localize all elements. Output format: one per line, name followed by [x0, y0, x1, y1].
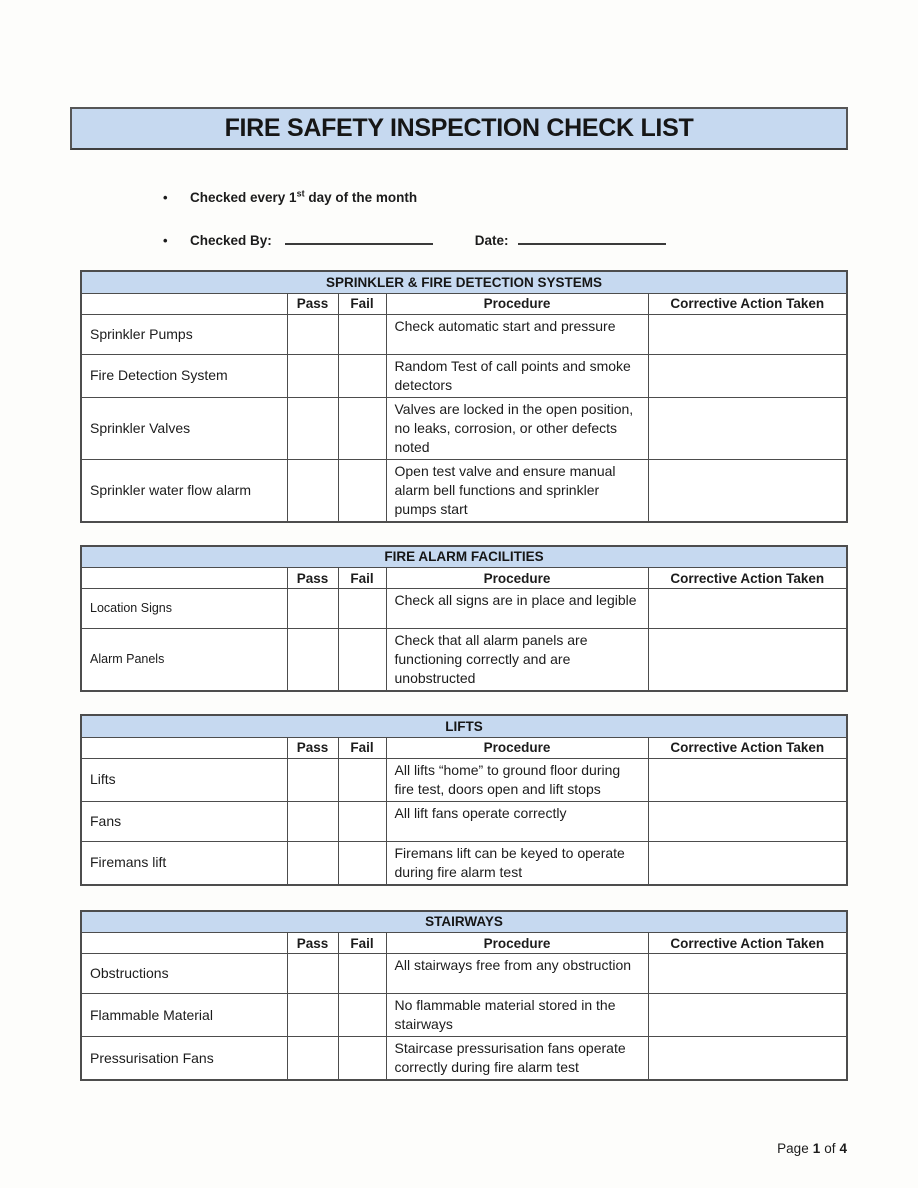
procedure-cell: [386, 994, 648, 1037]
checked-by-field[interactable]: [285, 231, 433, 245]
page-footer: [777, 1141, 847, 1156]
table-row: [81, 954, 847, 994]
instructions: [163, 190, 918, 251]
col-header-fail: Fail: [338, 737, 386, 758]
table-row: [81, 459, 847, 522]
item-label: Pressurisation Fans: [90, 1049, 214, 1066]
col-header-pass: Pass: [287, 933, 338, 954]
col-header-item: [81, 933, 287, 954]
col-header-procedure: Procedure: [386, 737, 648, 758]
item-cell: [81, 758, 287, 801]
procedure-text: Random Test of call points and smoke detectors: [394, 357, 631, 393]
fail-cell[interactable]: [338, 1037, 386, 1081]
date-label: Date:: [474, 233, 509, 248]
fail-cell[interactable]: [338, 801, 386, 841]
section-header-row: [81, 911, 847, 933]
pass-cell[interactable]: [287, 629, 338, 692]
corrective-cell[interactable]: [648, 994, 847, 1037]
checklist-table: [80, 545, 848, 693]
item-label: Lifts: [90, 771, 116, 787]
table-body: [81, 954, 847, 1081]
bullet-icon: •: [163, 233, 168, 248]
item-label: Location Signs: [90, 601, 173, 615]
procedure-cell: [386, 397, 648, 459]
procedure-cell: [386, 459, 648, 522]
table-body: [81, 314, 847, 522]
title-banner: [70, 107, 848, 150]
item-label: Sprinkler water flow alarm: [90, 481, 252, 498]
procedure-text: Check that all alarm panels are functioning correctly and are unobstructed: [394, 632, 588, 686]
col-header-item: [81, 568, 287, 589]
section-header-row: [81, 271, 847, 293]
fail-cell[interactable]: [338, 758, 386, 801]
procedure-text: Check all signs are in place and legible: [394, 592, 637, 608]
item-cell: [81, 589, 287, 629]
fail-cell[interactable]: [338, 354, 386, 397]
col-header-fail: Fail: [338, 293, 386, 314]
section-header-row: [81, 715, 847, 737]
procedure-text: Staircase pressurisation fans operate correctly during fire alarm test: [394, 1040, 626, 1075]
item-label: Obstructions: [90, 965, 169, 981]
procedure-text: Open test valve and ensure manual alarm bell functions and sprinkler pumps start: [394, 462, 616, 517]
col-header-item: [81, 293, 287, 314]
procedure-text: All lifts “home” to ground floor during fire test, doors open and lift stops: [394, 761, 621, 797]
item-cell: [81, 629, 287, 692]
checklist-tables: [0, 270, 918, 1081]
procedure-cell: [386, 1037, 648, 1081]
item-cell: [81, 841, 287, 885]
item-label: Flammable Material: [90, 1006, 213, 1023]
ordinal-suffix: st: [296, 188, 305, 199]
procedure-cell: [386, 954, 648, 994]
col-header-corrective: Corrective Action Taken: [648, 568, 847, 589]
column-header-row: [81, 293, 847, 314]
pass-cell[interactable]: [287, 397, 338, 459]
item-cell: [81, 994, 287, 1037]
pass-cell[interactable]: [287, 354, 338, 397]
table-row: [81, 758, 847, 801]
corrective-cell[interactable]: [648, 1037, 847, 1081]
table-row: [81, 994, 847, 1037]
fail-cell[interactable]: [338, 841, 386, 885]
procedure-cell: [386, 758, 648, 801]
frequency-bullet: [163, 190, 918, 210]
signature-bullet: [163, 231, 918, 251]
col-header-corrective: Corrective Action Taken: [648, 293, 847, 314]
item-label: Sprinkler Pumps: [90, 325, 193, 342]
column-header-row: [81, 568, 847, 589]
pass-cell[interactable]: [287, 758, 338, 801]
fail-cell[interactable]: [338, 314, 386, 354]
corrective-cell[interactable]: [648, 954, 847, 994]
frequency-text: Checked every 1st day of the month: [190, 188, 418, 205]
pass-cell[interactable]: [287, 1037, 338, 1081]
procedure-cell: [386, 314, 648, 354]
table-row: [81, 354, 847, 397]
col-header-fail: Fail: [338, 568, 386, 589]
pass-cell[interactable]: [287, 589, 338, 629]
item-cell: [81, 954, 287, 994]
footer-of-label: of: [824, 1141, 836, 1156]
procedure-text: Check automatic start and pressure: [394, 317, 616, 334]
procedure-cell: [386, 801, 648, 841]
pass-cell[interactable]: [287, 801, 338, 841]
fail-cell[interactable]: [338, 994, 386, 1037]
checklist-table: [80, 910, 848, 1082]
footer-page-number: 1: [812, 1141, 821, 1156]
procedure-text: Valves are locked in the open position, no leaks, corrosion, or other defects noted: [394, 400, 634, 455]
section-title: FIRE ALARM FACILITIES: [81, 546, 847, 568]
pass-cell[interactable]: [287, 459, 338, 522]
col-header-procedure: Procedure: [386, 293, 648, 314]
col-header-procedure: Procedure: [386, 933, 648, 954]
procedure-text: Firemans lift can be keyed to operate during fire alarm test: [394, 844, 625, 880]
table-row: [81, 589, 847, 629]
section-header-row: [81, 546, 847, 568]
fail-cell[interactable]: [338, 397, 386, 459]
corrective-cell[interactable]: [648, 841, 847, 885]
col-header-pass: Pass: [287, 568, 338, 589]
procedure-cell: [386, 841, 648, 885]
item-cell: [81, 1037, 287, 1081]
col-header-pass: Pass: [287, 293, 338, 314]
checklist-table: [80, 270, 848, 523]
item-cell: [81, 354, 287, 397]
pass-cell[interactable]: [287, 314, 338, 354]
col-header-corrective: Corrective Action Taken: [648, 933, 847, 954]
item-label: Fire Detection System: [90, 367, 228, 383]
section-title: LIFTS: [81, 715, 847, 737]
col-header-pass: Pass: [287, 737, 338, 758]
col-header-item: [81, 737, 287, 758]
column-header-row: [81, 737, 847, 758]
procedure-text: All lift fans operate correctly: [394, 804, 567, 821]
corrective-cell[interactable]: [648, 758, 847, 801]
corrective-cell[interactable]: [648, 801, 847, 841]
corrective-cell[interactable]: [648, 629, 847, 692]
fail-cell[interactable]: [338, 954, 386, 994]
col-header-procedure: Procedure: [386, 568, 648, 589]
footer-total-pages: 4: [839, 1141, 847, 1156]
col-header-fail: Fail: [338, 933, 386, 954]
procedure-cell: [386, 629, 648, 692]
section-title: STAIRWAYS: [81, 911, 847, 933]
pass-cell[interactable]: [287, 841, 338, 885]
footer-page-label: Page: [777, 1141, 809, 1156]
table-row: [81, 629, 847, 692]
fail-cell[interactable]: [338, 459, 386, 522]
col-header-corrective: Corrective Action Taken: [648, 737, 847, 758]
item-cell: [81, 314, 287, 354]
corrective-cell[interactable]: [648, 314, 847, 354]
pass-cell[interactable]: [287, 954, 338, 994]
date-field[interactable]: [518, 231, 666, 245]
fail-cell[interactable]: [338, 589, 386, 629]
table-row: [81, 397, 847, 459]
table-row: [81, 801, 847, 841]
item-cell: [81, 459, 287, 522]
item-cell: [81, 397, 287, 459]
table-row: [81, 841, 847, 885]
item-label: Firemans lift: [90, 854, 167, 870]
item-cell: [81, 801, 287, 841]
item-label: Fans: [90, 812, 122, 829]
corrective-cell[interactable]: [648, 459, 847, 522]
procedure-cell: [386, 354, 648, 397]
corrective-cell[interactable]: [648, 397, 847, 459]
pass-cell[interactable]: [287, 994, 338, 1037]
corrective-cell[interactable]: [648, 354, 847, 397]
page-title: FIRE SAFETY INSPECTION CHECK LIST: [224, 114, 694, 142]
item-label: Sprinkler Valves: [90, 419, 191, 436]
fail-cell[interactable]: [338, 629, 386, 692]
checklist-table: [80, 714, 848, 886]
table-row: [81, 1037, 847, 1081]
procedure-text: No flammable material stored in the stairways: [394, 997, 616, 1032]
checked-by-label: Checked By:: [190, 233, 272, 248]
section-title: SPRINKLER & FIRE DETECTION SYSTEMS: [81, 271, 847, 293]
table-body: [81, 758, 847, 885]
item-label: Alarm Panels: [90, 652, 165, 666]
procedure-text: All stairways free from any obstruction: [394, 957, 632, 973]
table-body: [81, 589, 847, 692]
procedure-cell: [386, 589, 648, 629]
column-header-row: [81, 933, 847, 954]
corrective-cell[interactable]: [648, 589, 847, 629]
bullet-icon: •: [163, 190, 168, 205]
table-row: [81, 314, 847, 354]
